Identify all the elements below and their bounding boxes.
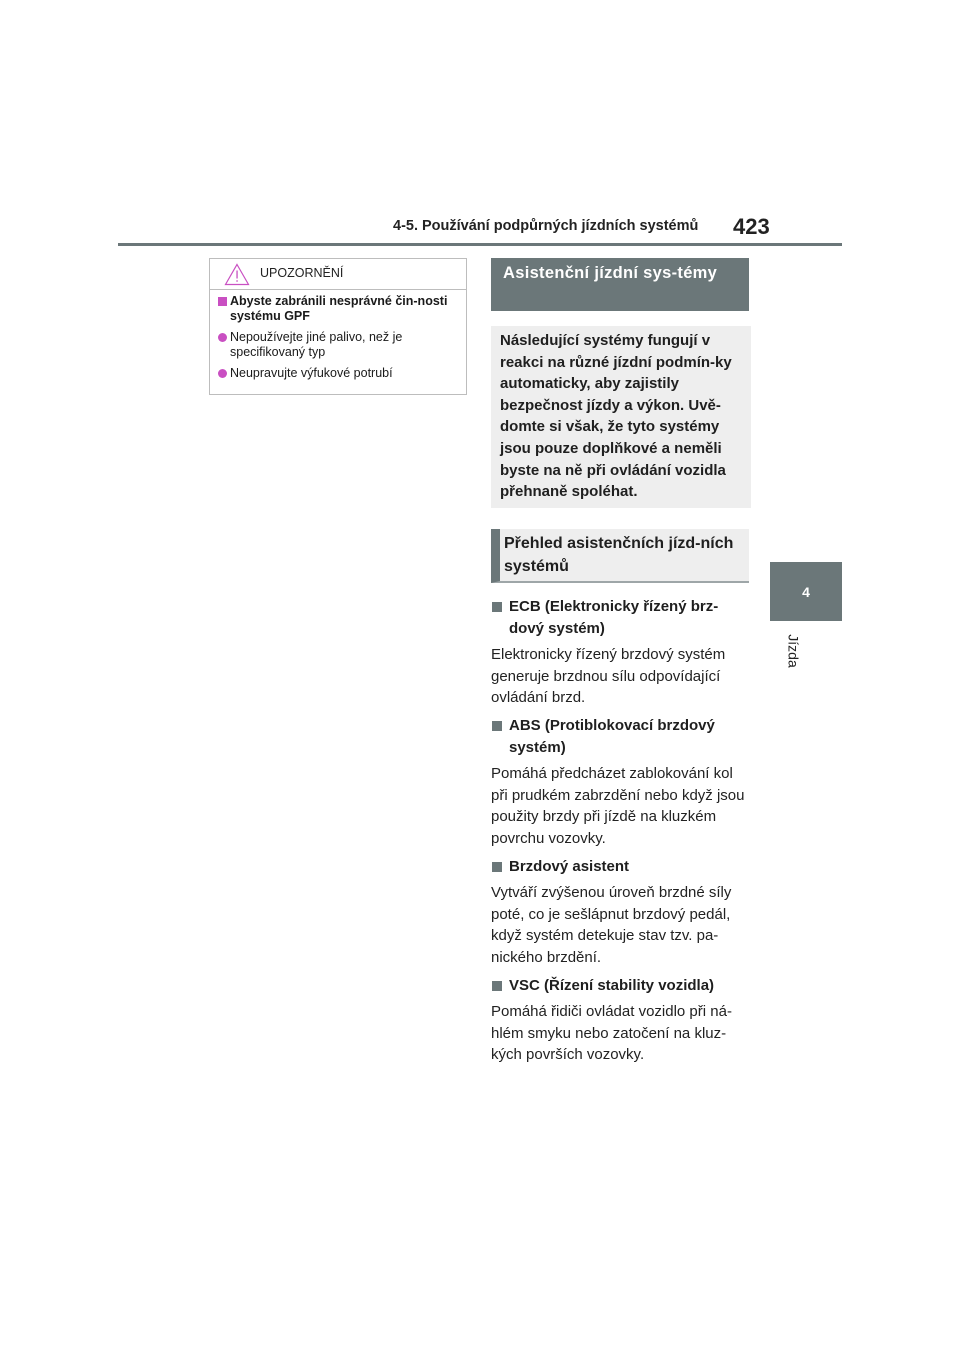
chapter-label-text: Jízda <box>786 634 802 668</box>
caution-title: UPOZORNĚNÍ <box>260 266 344 280</box>
section-heading-overview: Přehled asistenčních jízd-ních systémů <box>491 529 749 583</box>
caution-item <box>218 294 458 324</box>
dot-bullet-icon <box>218 369 227 378</box>
square-bullet-icon <box>218 297 227 306</box>
header-divider <box>118 243 842 246</box>
caution-item-text: Neupravujte výfukové potrubí <box>230 366 393 380</box>
system-item-title-text: VSC (Řízení stability vozidla) <box>509 976 715 994</box>
chapter-tab <box>770 562 842 621</box>
dot-bullet-icon <box>218 333 227 342</box>
system-list <box>491 590 753 1071</box>
caution-body <box>210 290 466 381</box>
caution-box <box>209 258 467 395</box>
system-item-desc: Pomáhá předcházet zablokování kol při prudkém zabrzdění nebo když jsou použity brzdy při jízdě na kluzkém povrchu vozovky. <box>491 765 745 847</box>
square-bullet-icon <box>492 981 502 991</box>
chapter-number: 4 <box>802 583 810 600</box>
section-intro: Následující systémy fungují v reakci na různé jízdní podmín-ky automaticky, aby zajistily bezpečnost jízdy a výkon. Uvě-domte si však, že tyto systémy jsou pouze doplňkové a neměli byste na ně při ovládání vozidla přehnaně spoléhat. <box>491 326 751 508</box>
square-bullet-icon <box>492 721 502 731</box>
system-item-title <box>491 975 753 997</box>
system-item-desc: Elektronicky řízený brzdový systém generuje brzdnou sílu odpovídající ovládání brzd. <box>491 646 726 707</box>
system-item-title-text: ECB (Elektronicky řízený brz-dový systém) <box>509 598 719 637</box>
system-item-desc: Pomáhá řidiči ovládat vozidlo při ná-hlém smyku nebo zatočení na kluz-kých površích vozovky. <box>491 1003 732 1064</box>
system-item-title <box>491 715 753 758</box>
caution-item-text: Nepoužívejte jiné palivo, než je specifikovaný typ <box>230 330 403 359</box>
square-bullet-icon <box>492 862 502 872</box>
chapter-label <box>786 631 802 671</box>
warning-triangle-icon <box>224 263 250 286</box>
caution-item <box>218 330 458 360</box>
system-item-title <box>491 856 753 878</box>
system-item-title-text: ABS (Protiblokovací brzdový systém) <box>509 716 715 756</box>
system-item-title-text: Brzdový asistent <box>509 857 630 875</box>
caution-item-text: Abyste zabránili nesprávné čin-nosti systému GPF <box>230 294 448 323</box>
caution-item <box>218 366 458 381</box>
section-heading-assist-systems: Asistenční jízdní sys-témy <box>491 258 749 311</box>
system-item-title <box>491 596 753 639</box>
page-number: 423 <box>733 214 770 239</box>
system-item-desc: Vytváří zvýšenou úroveň brzdné síly poté, co je sešlápnut brzdový pedál, když systém detekuje stav tzv. pa-nického brzdění. <box>491 884 732 966</box>
square-bullet-icon <box>492 602 502 612</box>
caution-header <box>210 259 466 290</box>
page-header-title: 4-5. Používání podpůrných jízdních systémů <box>393 218 699 234</box>
